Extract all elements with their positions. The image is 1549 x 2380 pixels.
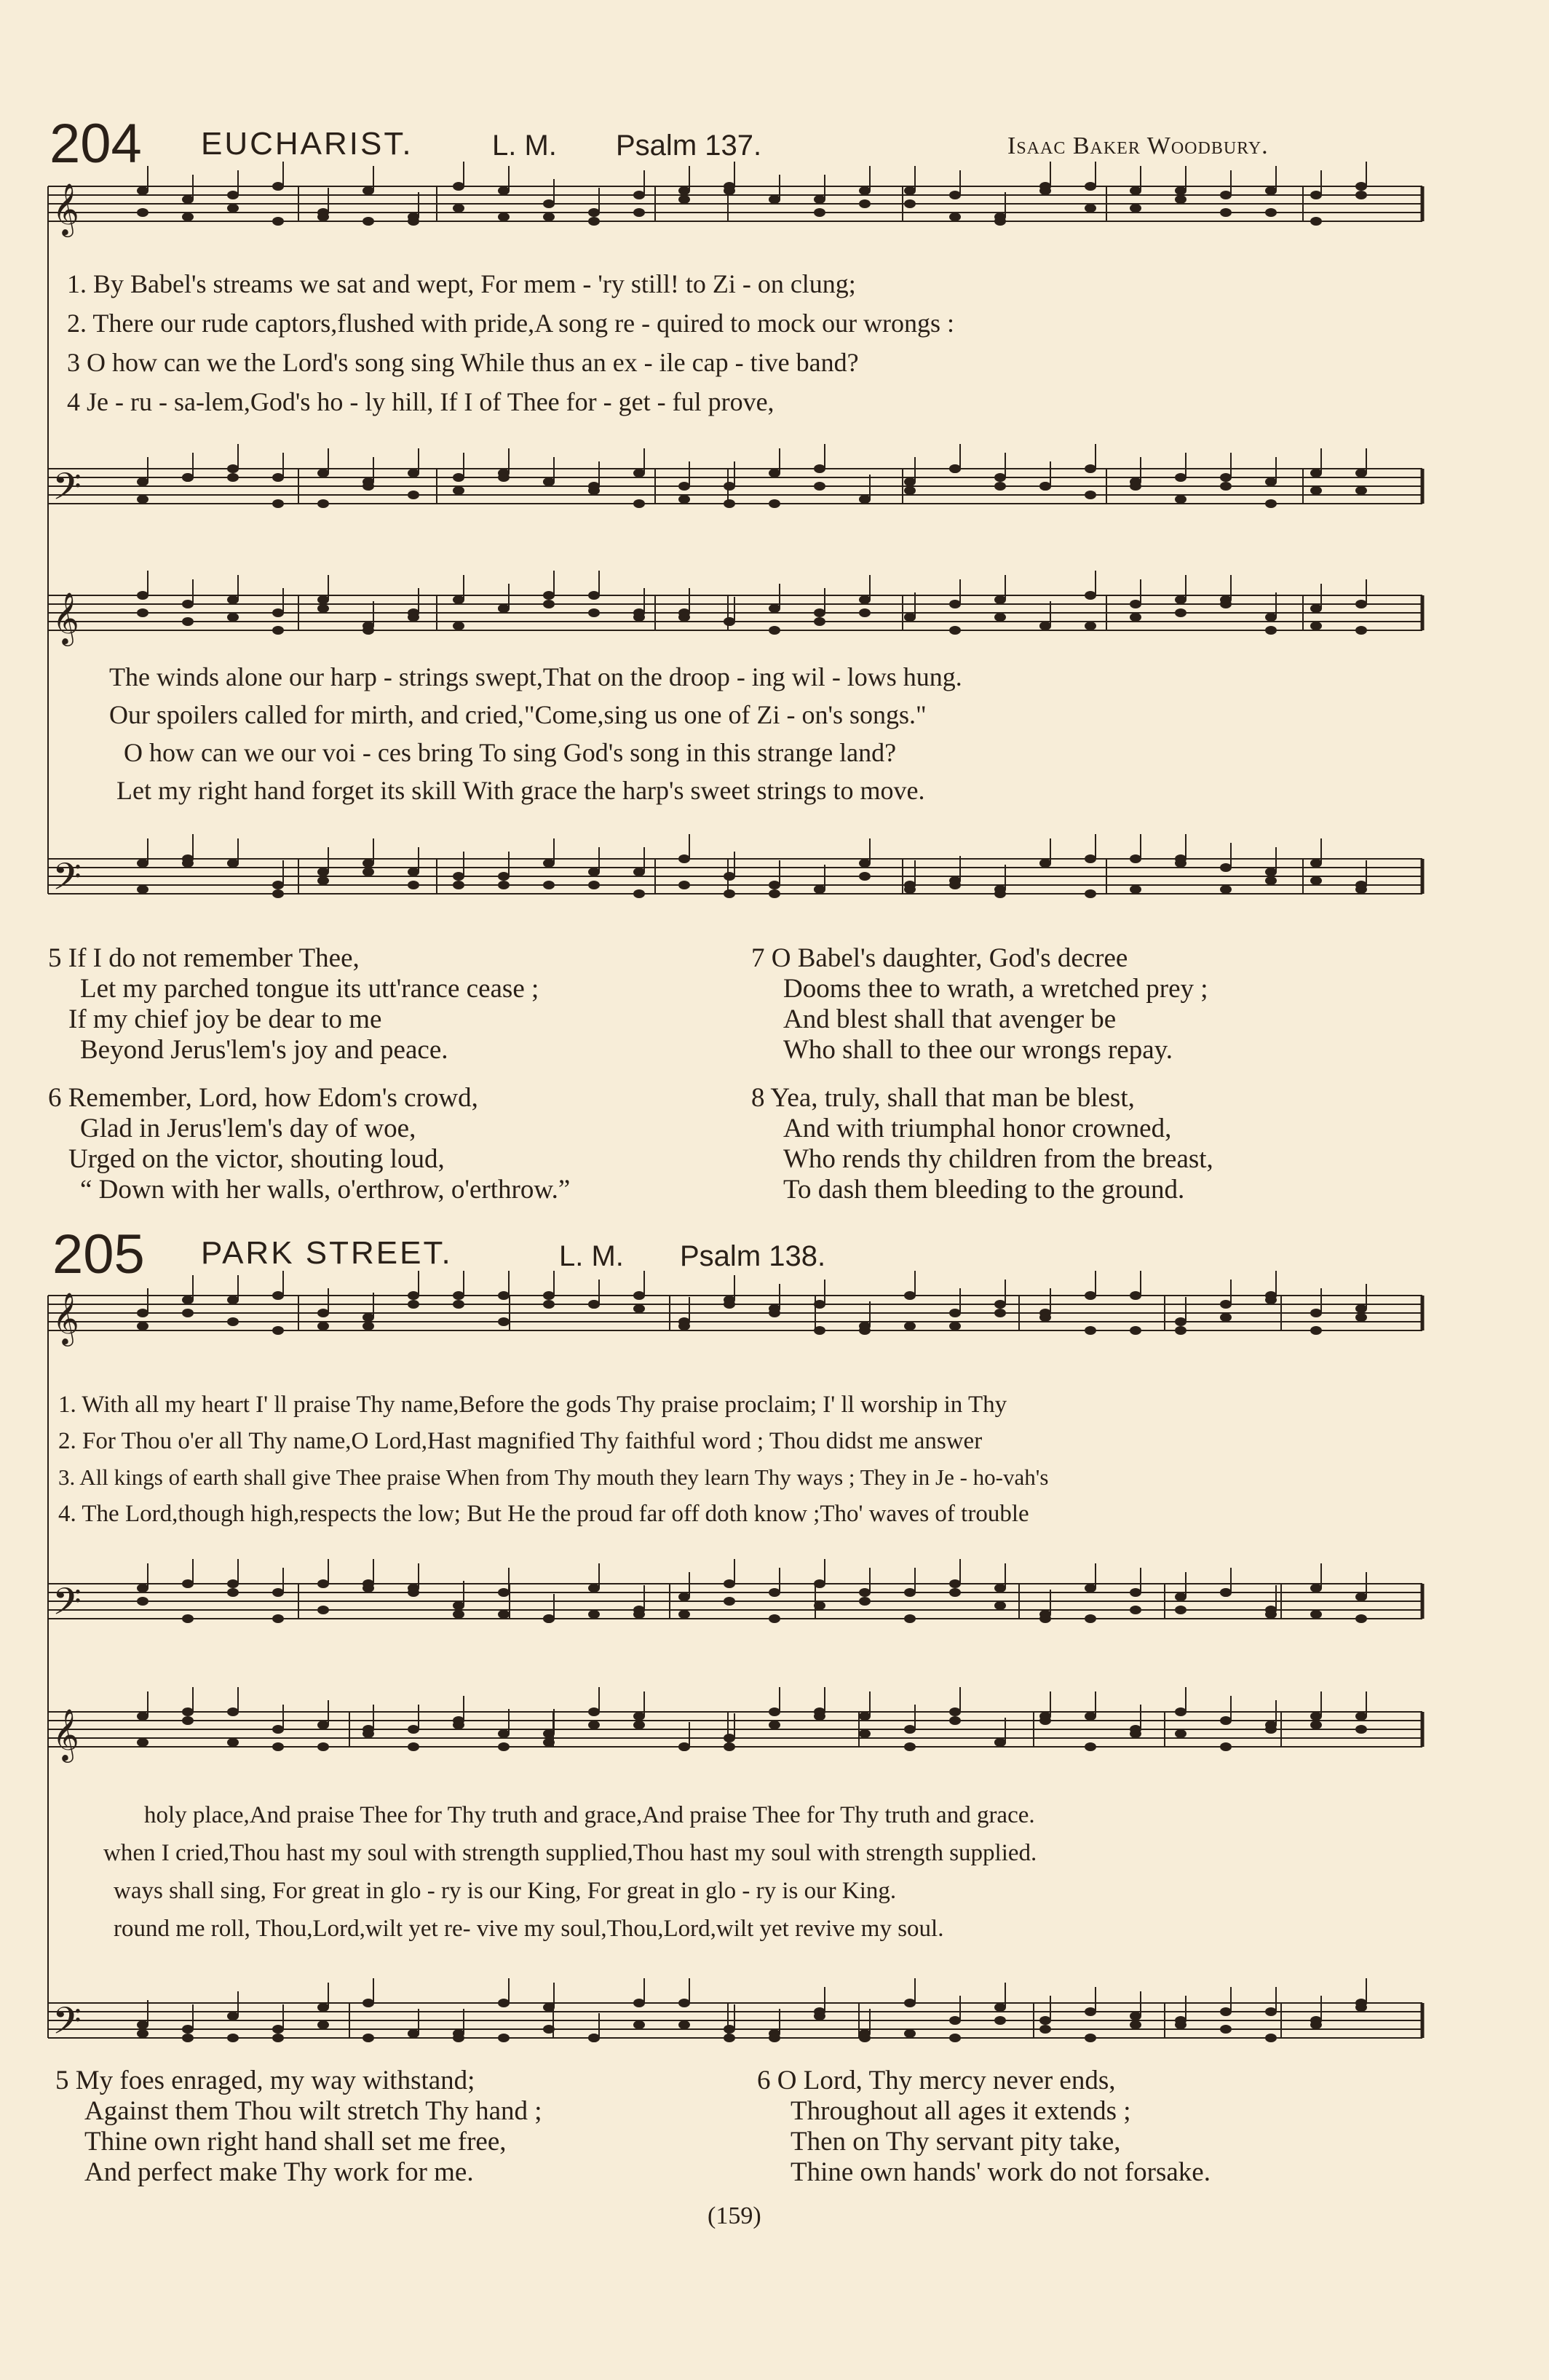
clef-icon: 𝄢: [52, 854, 82, 908]
clef-icon: 𝄞: [52, 1707, 79, 1761]
h204-stanza-6: 6 Remember, Lord, how Edom's crowd, Glad in Jerus'lem's day of woe, Urged on the victor, shouting loud, “ Down with her walls, o'erthrow, o'erthrow.”: [48, 1083, 571, 1205]
h205-s2-lyric-4: round me roll, Thou,Lord,wilt yet re- vive my soul,Thou,Lord,wilt yet revive my soul.: [114, 1916, 944, 1942]
hymn-204-composer: Isaac Baker Woodbury.: [1007, 132, 1269, 159]
h204-s1-lyric-4: 4 Je - ru - sa-lem,God's ho - ly hill, If I of Thee for - get - ful prove,: [67, 387, 774, 416]
hymn-204-number: 204: [49, 113, 142, 175]
clef-icon: 𝄞: [52, 1291, 79, 1344]
hymn-205-meter: L. M.: [559, 1240, 624, 1272]
clef-icon: 𝄢: [52, 1579, 82, 1633]
h204-s2-lyric-4: Let my right hand forget its skill With grace the harp's sweet strings to move.: [116, 776, 925, 805]
h204-s1-lyric-3: 3 O how can we the Lord's song sing While thus an ex - ile cap - tive band?: [67, 348, 859, 377]
h204-stanza-7: 7 O Babel's daughter, God's decree Dooms thee to wrath, a wretched prey ; And blest shall that avenger be Who shall to thee our wrongs repay.: [751, 943, 1208, 1065]
hymn-204-psalm: Psalm 137.: [616, 130, 762, 162]
clef-icon: 𝄞: [52, 182, 79, 235]
hymn-205-number: 205: [52, 1223, 145, 1285]
h205-s2-lyric-3: ways shall sing, For great in glo - ry is our King, For great in glo - ry is our King.: [114, 1878, 897, 1904]
h204-s1-lyric-1: 1. By Babel's streams we sat and wept, For mem - 'ry still! to Zi - on clung;: [67, 269, 856, 298]
h205-s1-lyric-4: 4. The Lord,though high,respects the low; But He the proud far off doth know ;Tho' waves of trouble: [58, 1501, 1029, 1527]
h204-s2-lyric-1: The winds alone our harp - strings swept,That on the droop - ing wil - lows hung.: [109, 662, 962, 691]
hymn-205-tune: PARK STREET.: [201, 1235, 453, 1271]
clef-icon: 𝄞: [52, 591, 79, 644]
h205-stanza-5: 5 My foes enraged, my way withstand; Against them Thou wilt stretch Thy hand ; Thine own right hand shall set me free, And perfect make Thy work for me.: [55, 2066, 542, 2187]
hymn-205-psalm: Psalm 138.: [680, 1240, 826, 1272]
h204-s1-lyric-2: 2. There our rude captors,flushed with pride,A song re - quired to mock our wrongs :: [67, 309, 955, 338]
clef-icon: 𝄢: [52, 464, 82, 517]
h205-s2-lyric-1: holy place,And praise Thee for Thy truth and grace,And praise Thee for Thy truth and grace.: [144, 1802, 1035, 1828]
h205-s2-lyric-2: when I cried,Thou hast my soul with strength supplied,Thou hast my soul with strength supplied.: [103, 1840, 1037, 1866]
h204-stanza-8: 8 Yea, truly, shall that man be blest, And with triumphal honor crowned, Who rends thy children from the breast, To dash them bleeding to the ground.: [751, 1083, 1213, 1205]
hymn-204-meter: L. M.: [492, 130, 557, 162]
h204-s2-lyric-2: Our spoilers called for mirth, and cried,"Come,sing us one of Zi - on's songs.": [109, 700, 927, 729]
h204-s2-lyric-3: O how can we our voi - ces bring To sing God's song in this strange land?: [124, 738, 897, 767]
h205-s1-lyric-2: 2. For Thou o'er all Thy name,O Lord,Hast magnified Thy faithful word ; Thou didst me answer: [58, 1428, 983, 1454]
page-number: (159): [708, 2202, 761, 2229]
h205-s1-lyric-3: 3. All kings of earth shall give Thee praise When from Thy mouth they learn Thy ways ; They in Je - ho-vah's: [58, 1464, 1049, 1490]
h205-s1-lyric-1: 1. With all my heart I' ll praise Thy name,Before the gods Thy praise proclaim; I' ll worship in Thy: [58, 1392, 1007, 1418]
h205-stanza-6: 6 O Lord, Thy mercy never ends, Throughout all ages it extends ; Then on Thy servant pity take, Thine own hands' work do not forsake.: [757, 2066, 1211, 2187]
hymn-204-tune: EUCHARIST.: [201, 126, 413, 162]
h204-stanza-5: 5 If I do not remember Thee, Let my parched tongue its utt'rance cease ; If my chief joy be dear to me Beyond Jerus'lem's joy and peace.: [48, 943, 539, 1065]
clef-icon: 𝄢: [52, 1999, 82, 2052]
